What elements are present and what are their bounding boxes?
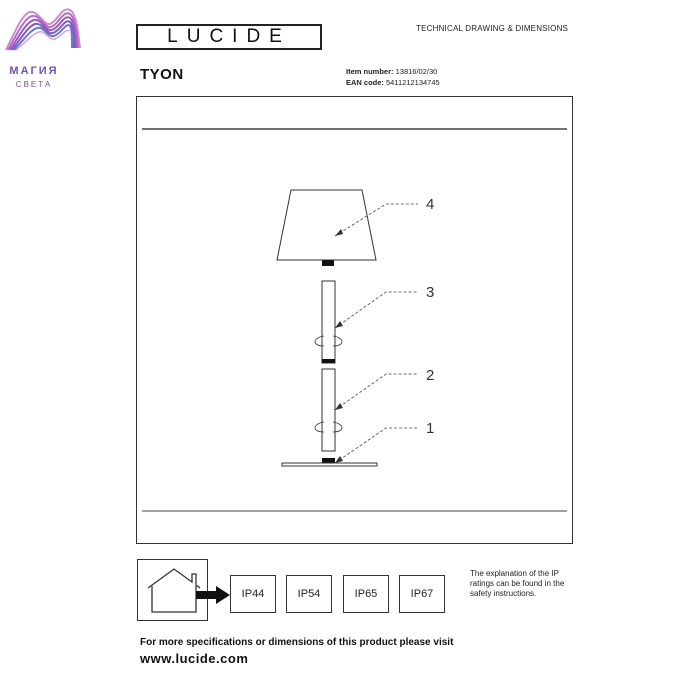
lamp-shade xyxy=(277,190,376,266)
footer-url-link[interactable]: www.lucide.com xyxy=(140,651,249,666)
item-number xyxy=(346,67,437,76)
ean-code xyxy=(346,78,440,87)
ip-explanation-note: The explanation of the IP ratings can be found in the safety instructions. xyxy=(470,569,565,598)
upper-stem xyxy=(315,281,342,363)
ean-label: EAN code: xyxy=(346,78,384,87)
leader-1 xyxy=(335,428,418,463)
ip-rating-ip67: IP67 xyxy=(399,575,445,613)
ip-rating-ip54: IP54 xyxy=(286,575,332,613)
lower-stem xyxy=(315,369,342,451)
magiya-sveta-logo xyxy=(4,4,82,56)
exploded-lamp-drawing xyxy=(136,96,573,544)
item-number-value: 13816/02/30 xyxy=(395,67,438,76)
ip-rating-ip65: IP65 xyxy=(343,575,389,613)
ip-rating-ip44: IP44 xyxy=(230,575,276,613)
lamp-base xyxy=(282,458,377,466)
watermark-subtitle: СВЕТА xyxy=(15,80,53,89)
callout-3: 3 xyxy=(426,284,435,301)
callout-1: 1 xyxy=(426,420,435,437)
brand-logo-text: LUCIDE xyxy=(167,26,291,47)
item-number-label: Item number: xyxy=(346,67,394,76)
ean-value: 5411212134745 xyxy=(386,78,440,87)
footer-text: For more specifications or dimensions of this product please visit xyxy=(140,637,454,648)
document-title: TECHNICAL DRAWING & DIMENSIONS xyxy=(416,24,569,33)
leader-3 xyxy=(335,292,418,328)
callout-4: 4 xyxy=(426,196,435,213)
product-name: TYON xyxy=(140,66,184,83)
watermark-brand: МАГИЯ xyxy=(9,65,59,77)
callout-2: 2 xyxy=(426,367,435,384)
arrow-right-icon xyxy=(196,585,232,605)
leader-2 xyxy=(335,374,418,410)
